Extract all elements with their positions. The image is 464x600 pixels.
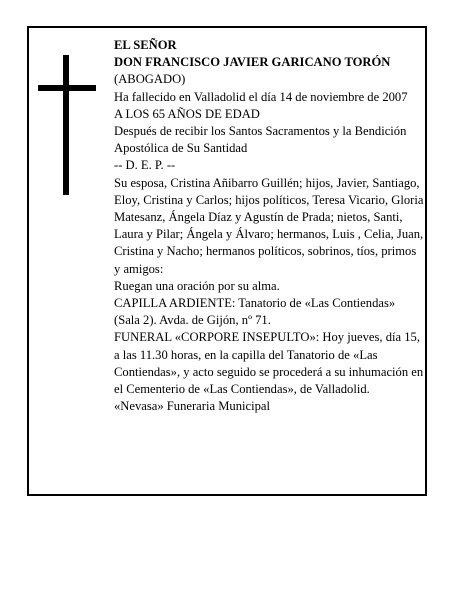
age-line: A LOS 65 AÑOS DE EDAD [114,106,260,121]
rip-line: -- D. E. P. -- [114,158,176,173]
cross-vertical-bar [63,55,69,195]
prayer-request: Ruegan una oración por su alma. [114,278,280,293]
family-list: Su esposa, Cristina Añibarro Guillén; hijos, Javier, Santiago, Eloy, Cristina y Carlos; hijos políticos, Teresa Vicario, Gloria Matesanz, Ángela Díaz y Agustín de Prada; nietos, Santi, Laura y Pilar; Ángela y Álvaro; hermanos, Luis , Celia, Juan, Cristina y Nacho; hermanos políticos, sobrinos, tíos, primos y amigos: [114,175,424,276]
funeral-info: FUNERAL «CORPORE INSEPULTO»: Hoy jueves, día 15, a las 11.30 horas, en la capilla del Tanatorio de «Las Contiendas», y acto seguido se procederá a su inhumación en el Cementerio de «Las Contiendas», de Valladolid. [114,330,424,397]
cross-icon [38,55,98,195]
sacraments-line: Después de recibir los Santos Sacramentos y la Bendición Apostólica de Su Santidad [114,124,407,156]
death-notice: Ha fallecido en Valladolid el día 14 de noviembre de 2007 [114,89,408,104]
cross-horizontal-bar [38,85,96,91]
profession: (ABOGADO) [114,72,186,87]
deceased-name: DON FRANCISCO JAVIER GARICANO TORÓN [114,55,391,70]
obituary-text [114,37,424,415]
title-line: EL SEÑOR [114,38,177,52]
funeral-home: «Nevasa» Funeraria Municipal [114,399,270,414]
chapel-info: CAPILLA ARDIENTE: Tanatorio de «Las Contiendas» (Sala 2). Avda. de Gijón, nº 71. [114,296,396,328]
